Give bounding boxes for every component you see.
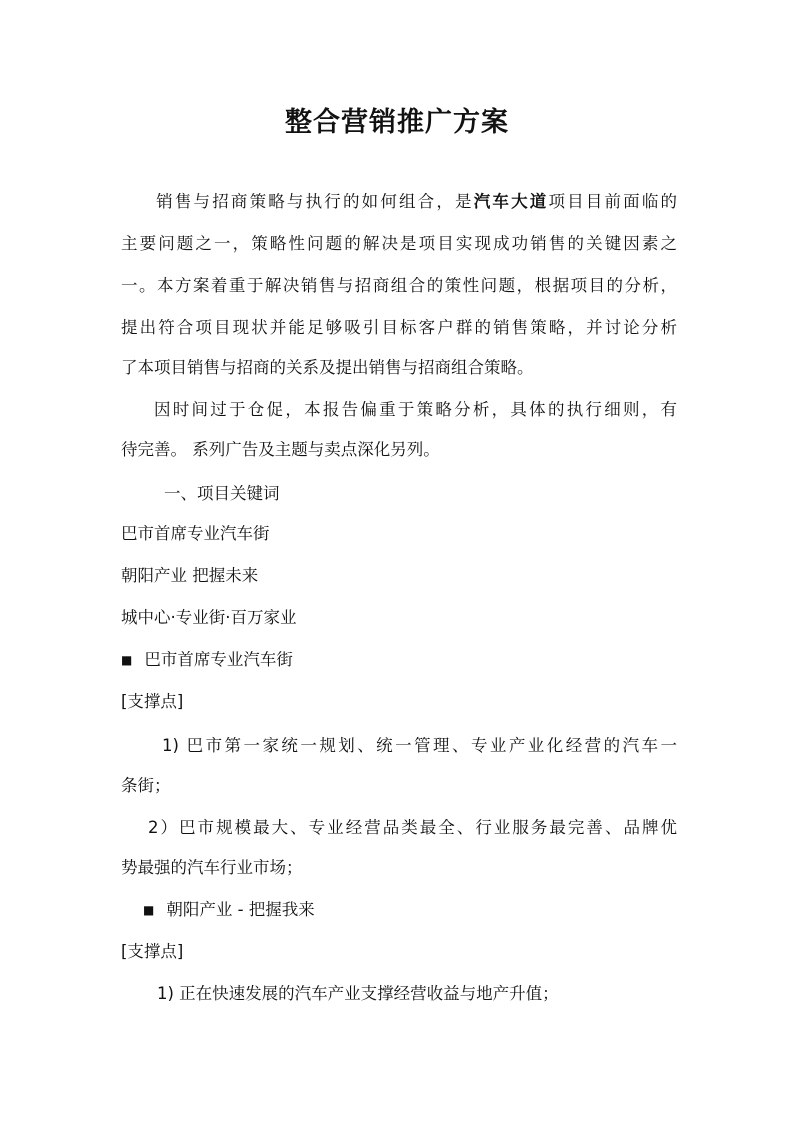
- block2-title-row: [143, 898, 315, 922]
- intro-line-2: 主要问题之一，策略性问题的解决是项目实现成功销售的关键因素之: [121, 234, 677, 253]
- square-bullet-icon: ■: [143, 903, 155, 917]
- intro-line-1: [121, 190, 677, 214]
- block1-title-row: [121, 648, 293, 672]
- block1-item1-line1: 1) 巴市第一家统一规划、统一管理、专业产业化经营的汽车一: [162, 736, 677, 755]
- block1-support-label: [支撑点]: [121, 692, 184, 711]
- block1-title: 巴市首席专业汽车街: [144, 650, 293, 669]
- project-name: 汽车大道: [473, 192, 549, 211]
- note-line-1: 因时间过于仓促，本报告偏重于策略分析，具体的执行细则，有: [154, 400, 677, 419]
- block1-item1-line2: 条街；: [121, 776, 171, 795]
- keyword-3: 城中心·专业街·百万家业: [121, 608, 297, 627]
- document-title: 整合营销推广方案: [285, 107, 509, 138]
- section-heading: 一、项目关键词: [164, 484, 280, 503]
- block2-title: 朝阳产业 - 把握我来: [166, 900, 315, 919]
- block2-support-label: [支撑点]: [121, 942, 184, 961]
- keyword-1: 巴市首席专业汽车街: [121, 524, 270, 543]
- square-bullet-icon: ■: [121, 653, 133, 667]
- intro-line-5: 了本项目销售与招商的关系及提出销售与招商组合策略。: [121, 358, 534, 377]
- keyword-2: 朝阳产业 把握未来: [121, 566, 259, 585]
- block2-item1-line1: 1) 正在快速发展的汽车产业支撑经营收益与地产升值；: [157, 984, 559, 1003]
- intro-text-a: 销售与招商策略与执行的如何组合，是: [154, 192, 474, 211]
- intro-text-b: 项目目前面临的: [548, 192, 678, 211]
- block1-item2-line2: 势最强的汽车行业市场；: [121, 858, 303, 877]
- intro-line-4: 提出符合项目现状并能足够吸引目标客户群的销售策略，并讨论分析: [121, 318, 677, 337]
- block1-item2-line1: 2）巴市规模最大、专业经营品类最全、行业服务最完善、品牌优: [148, 818, 677, 837]
- note-line-2: 待完善。 系列广告及主题与卖点深化另列。: [121, 440, 440, 459]
- intro-line-3: 一。本方案着重于解决销售与招商组合的策性问题，根据项目的分析，: [121, 276, 677, 295]
